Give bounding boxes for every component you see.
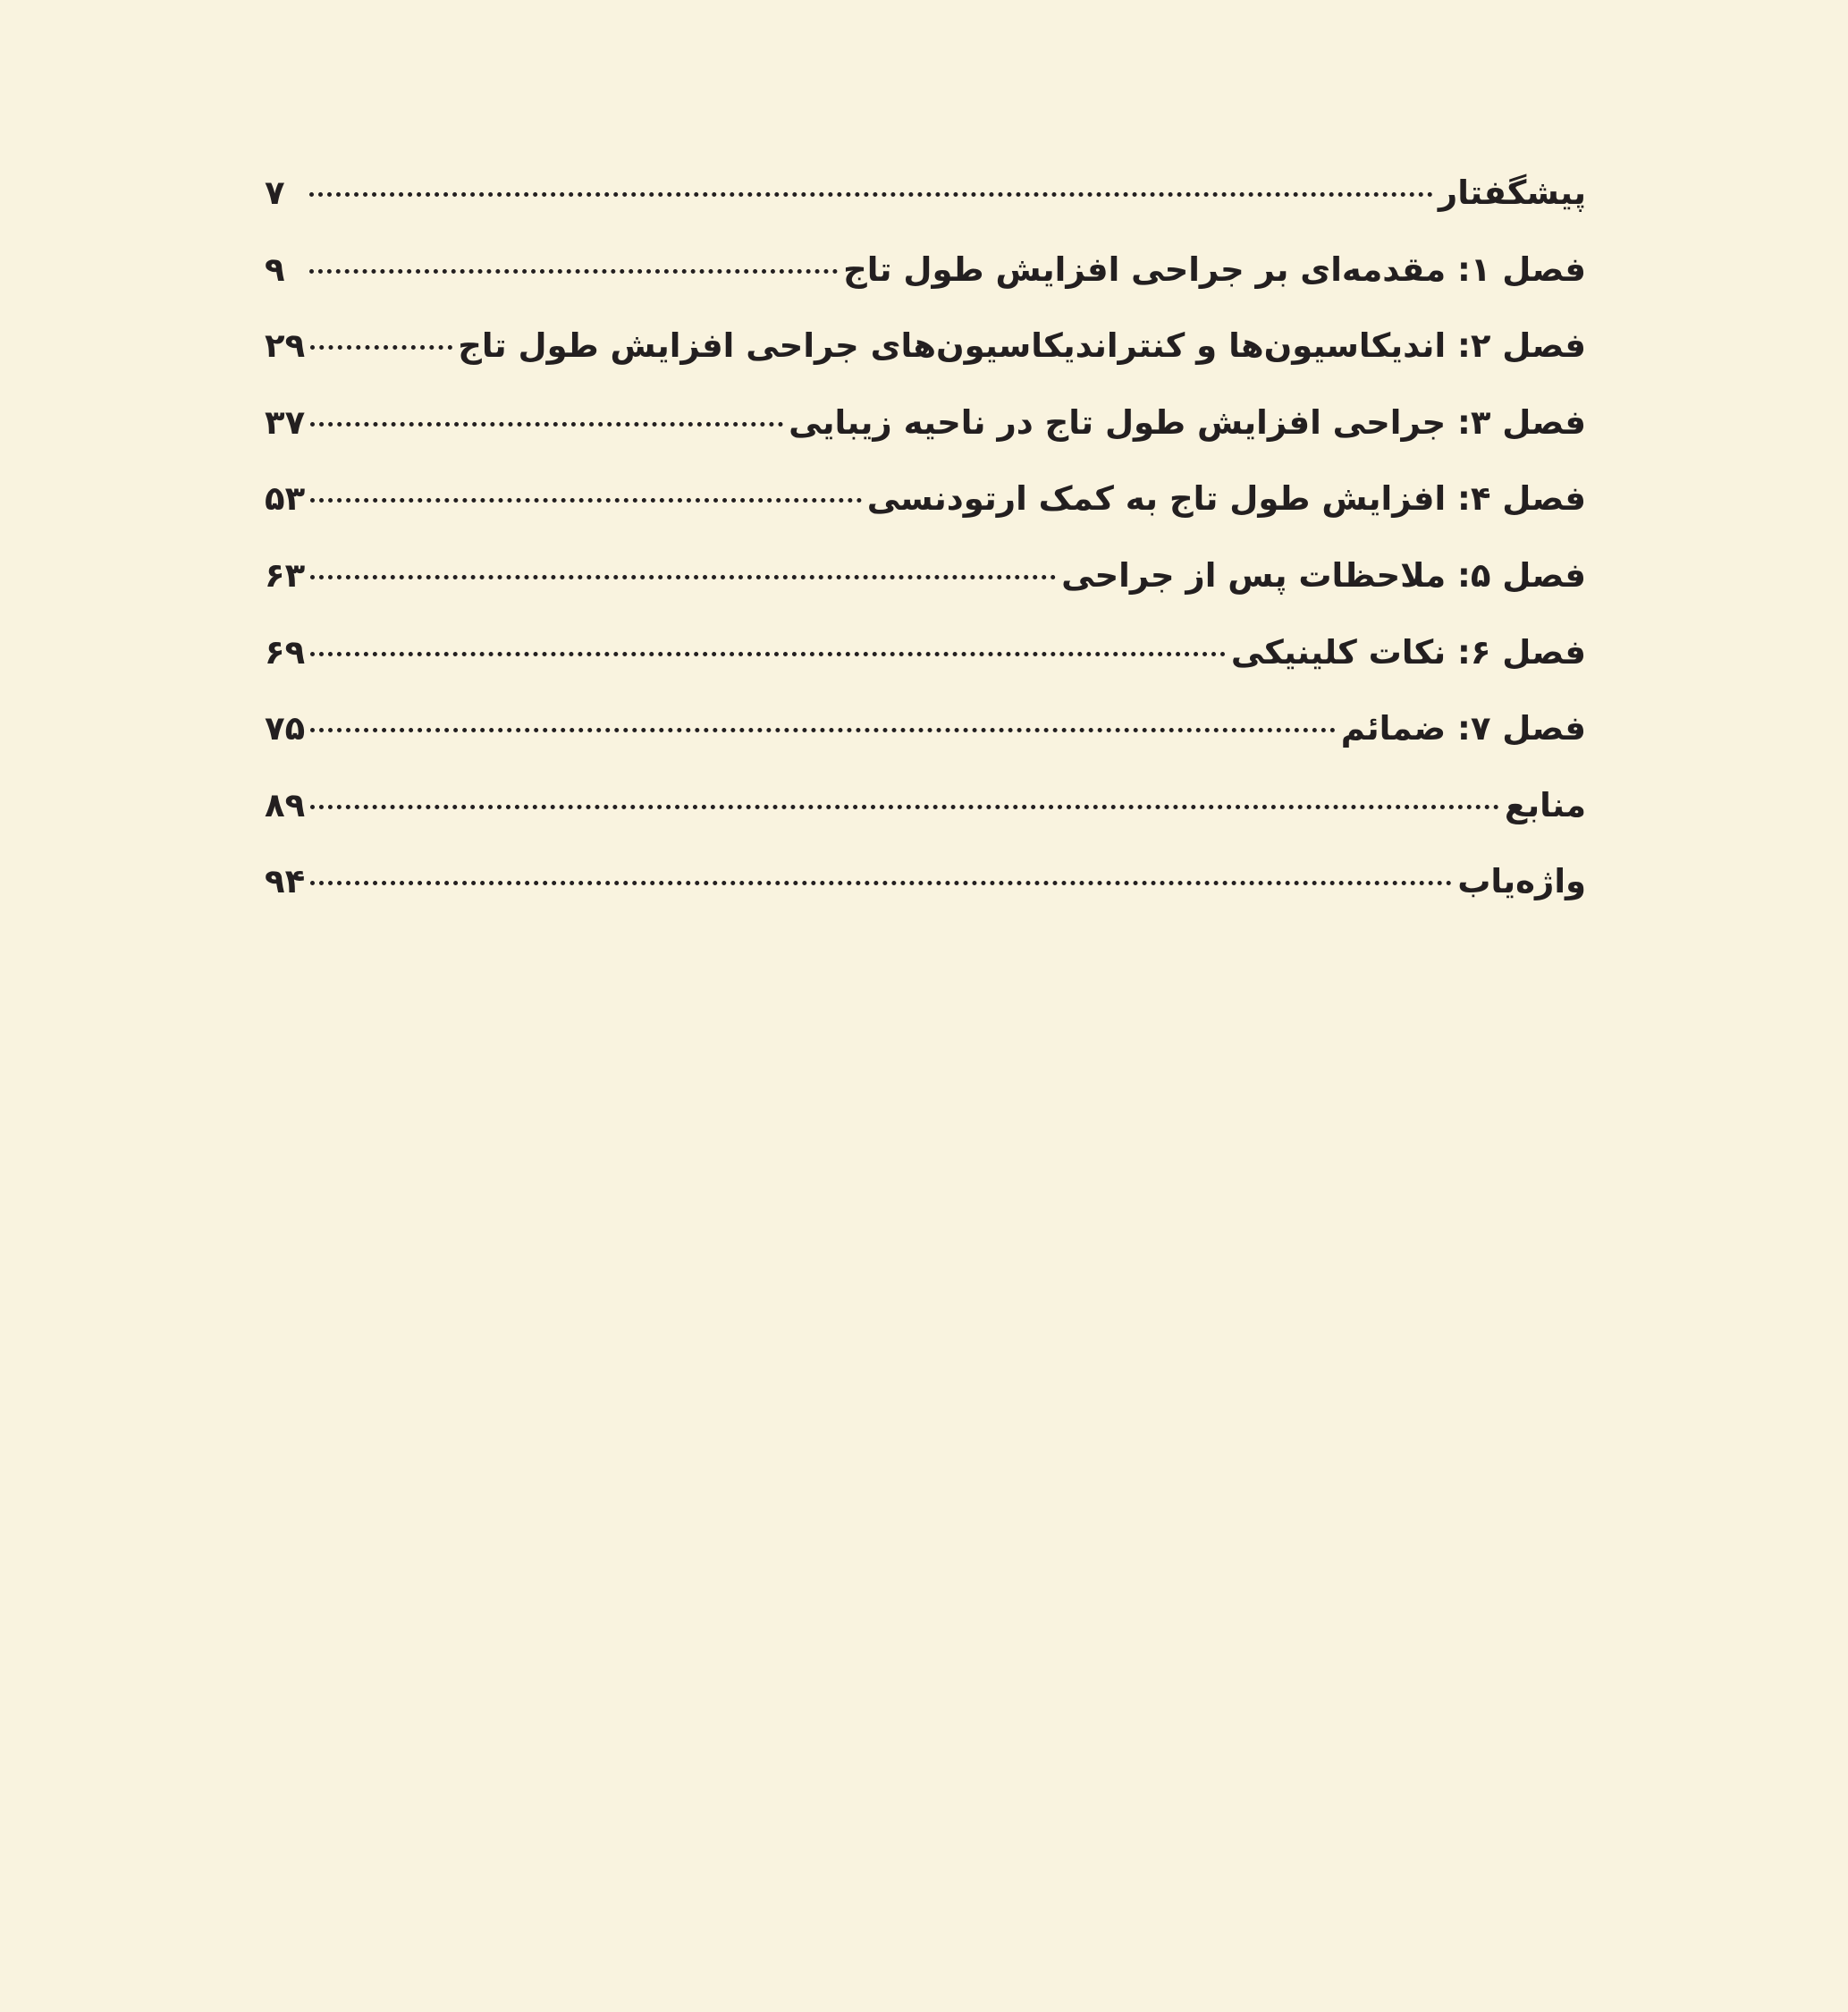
- dot-leader: [310, 422, 783, 427]
- toc-entry-title: فصل ۲: اندیکاسیون‌ها و کنتراندیکاسیون‌های جراحی افزایش طول تاج: [458, 326, 1586, 366]
- toc-entry-chapter-6[interactable]: [265, 622, 1586, 699]
- toc-entry-chapter-2[interactable]: [265, 316, 1586, 393]
- toc-entry-preface[interactable]: [265, 163, 1586, 240]
- dot-leader: [309, 269, 838, 274]
- toc-entry-page-number: ۶۹: [265, 632, 306, 672]
- toc-entry-page-number: ۵۳: [265, 479, 306, 519]
- dot-leader: [310, 805, 1499, 809]
- dot-leader: [310, 728, 1336, 732]
- toc-entry-page-number: ۷۵: [265, 709, 306, 748]
- toc-entry-title: منابع: [1504, 785, 1586, 824]
- dot-leader: [310, 345, 452, 350]
- toc-entry-page-number: ۲۹: [265, 326, 306, 366]
- toc-entry-chapter-5[interactable]: [265, 545, 1586, 622]
- toc-entry-references[interactable]: [265, 775, 1586, 852]
- toc-entry-title: فصل ۶: نکات کلینیکی: [1230, 632, 1586, 672]
- toc-entry-title: فصل ۴: افزایش طول تاج به کمک ارتودنسی: [866, 479, 1586, 519]
- toc-entry-glossary[interactable]: [265, 851, 1586, 928]
- dot-leader: [310, 652, 1226, 656]
- toc-entry-page-number: ۶۳: [265, 555, 306, 595]
- toc-entry-chapter-4[interactable]: [265, 469, 1586, 545]
- toc-entry-title: فصل ۵: ملاحظات پس از جراحی: [1061, 555, 1586, 595]
- toc-entry-page-number: ۷: [265, 173, 285, 212]
- toc-entry-page-number: ۹۴: [265, 862, 306, 901]
- toc-entry-chapter-7[interactable]: [265, 698, 1586, 775]
- dot-leader: [310, 881, 1452, 885]
- toc-entry-title: فصل ۷: ضمائم: [1340, 709, 1586, 748]
- toc-entry-title: پیشگفتار: [1438, 173, 1586, 212]
- dot-leader: [309, 192, 1433, 197]
- toc-entry-chapter-1[interactable]: [265, 240, 1586, 317]
- toc-entry-page-number: ۹: [265, 249, 285, 289]
- toc-entry-chapter-3[interactable]: [265, 393, 1586, 469]
- dot-leader: [310, 575, 1056, 579]
- dot-leader: [310, 498, 862, 503]
- toc-entry-title: فصل ۱: مقدمه‌ای بر جراحی افزایش طول تاج: [843, 249, 1586, 289]
- table-of-contents: [265, 163, 1586, 928]
- toc-entry-title: فصل ۳: جراحی افزایش طول تاج در ناحیه زیبایی: [789, 402, 1586, 442]
- toc-entry-title: واژه‌یاب: [1457, 862, 1586, 901]
- toc-entry-page-number: ۸۹: [265, 785, 306, 824]
- toc-entry-page-number: ۳۷: [265, 402, 306, 442]
